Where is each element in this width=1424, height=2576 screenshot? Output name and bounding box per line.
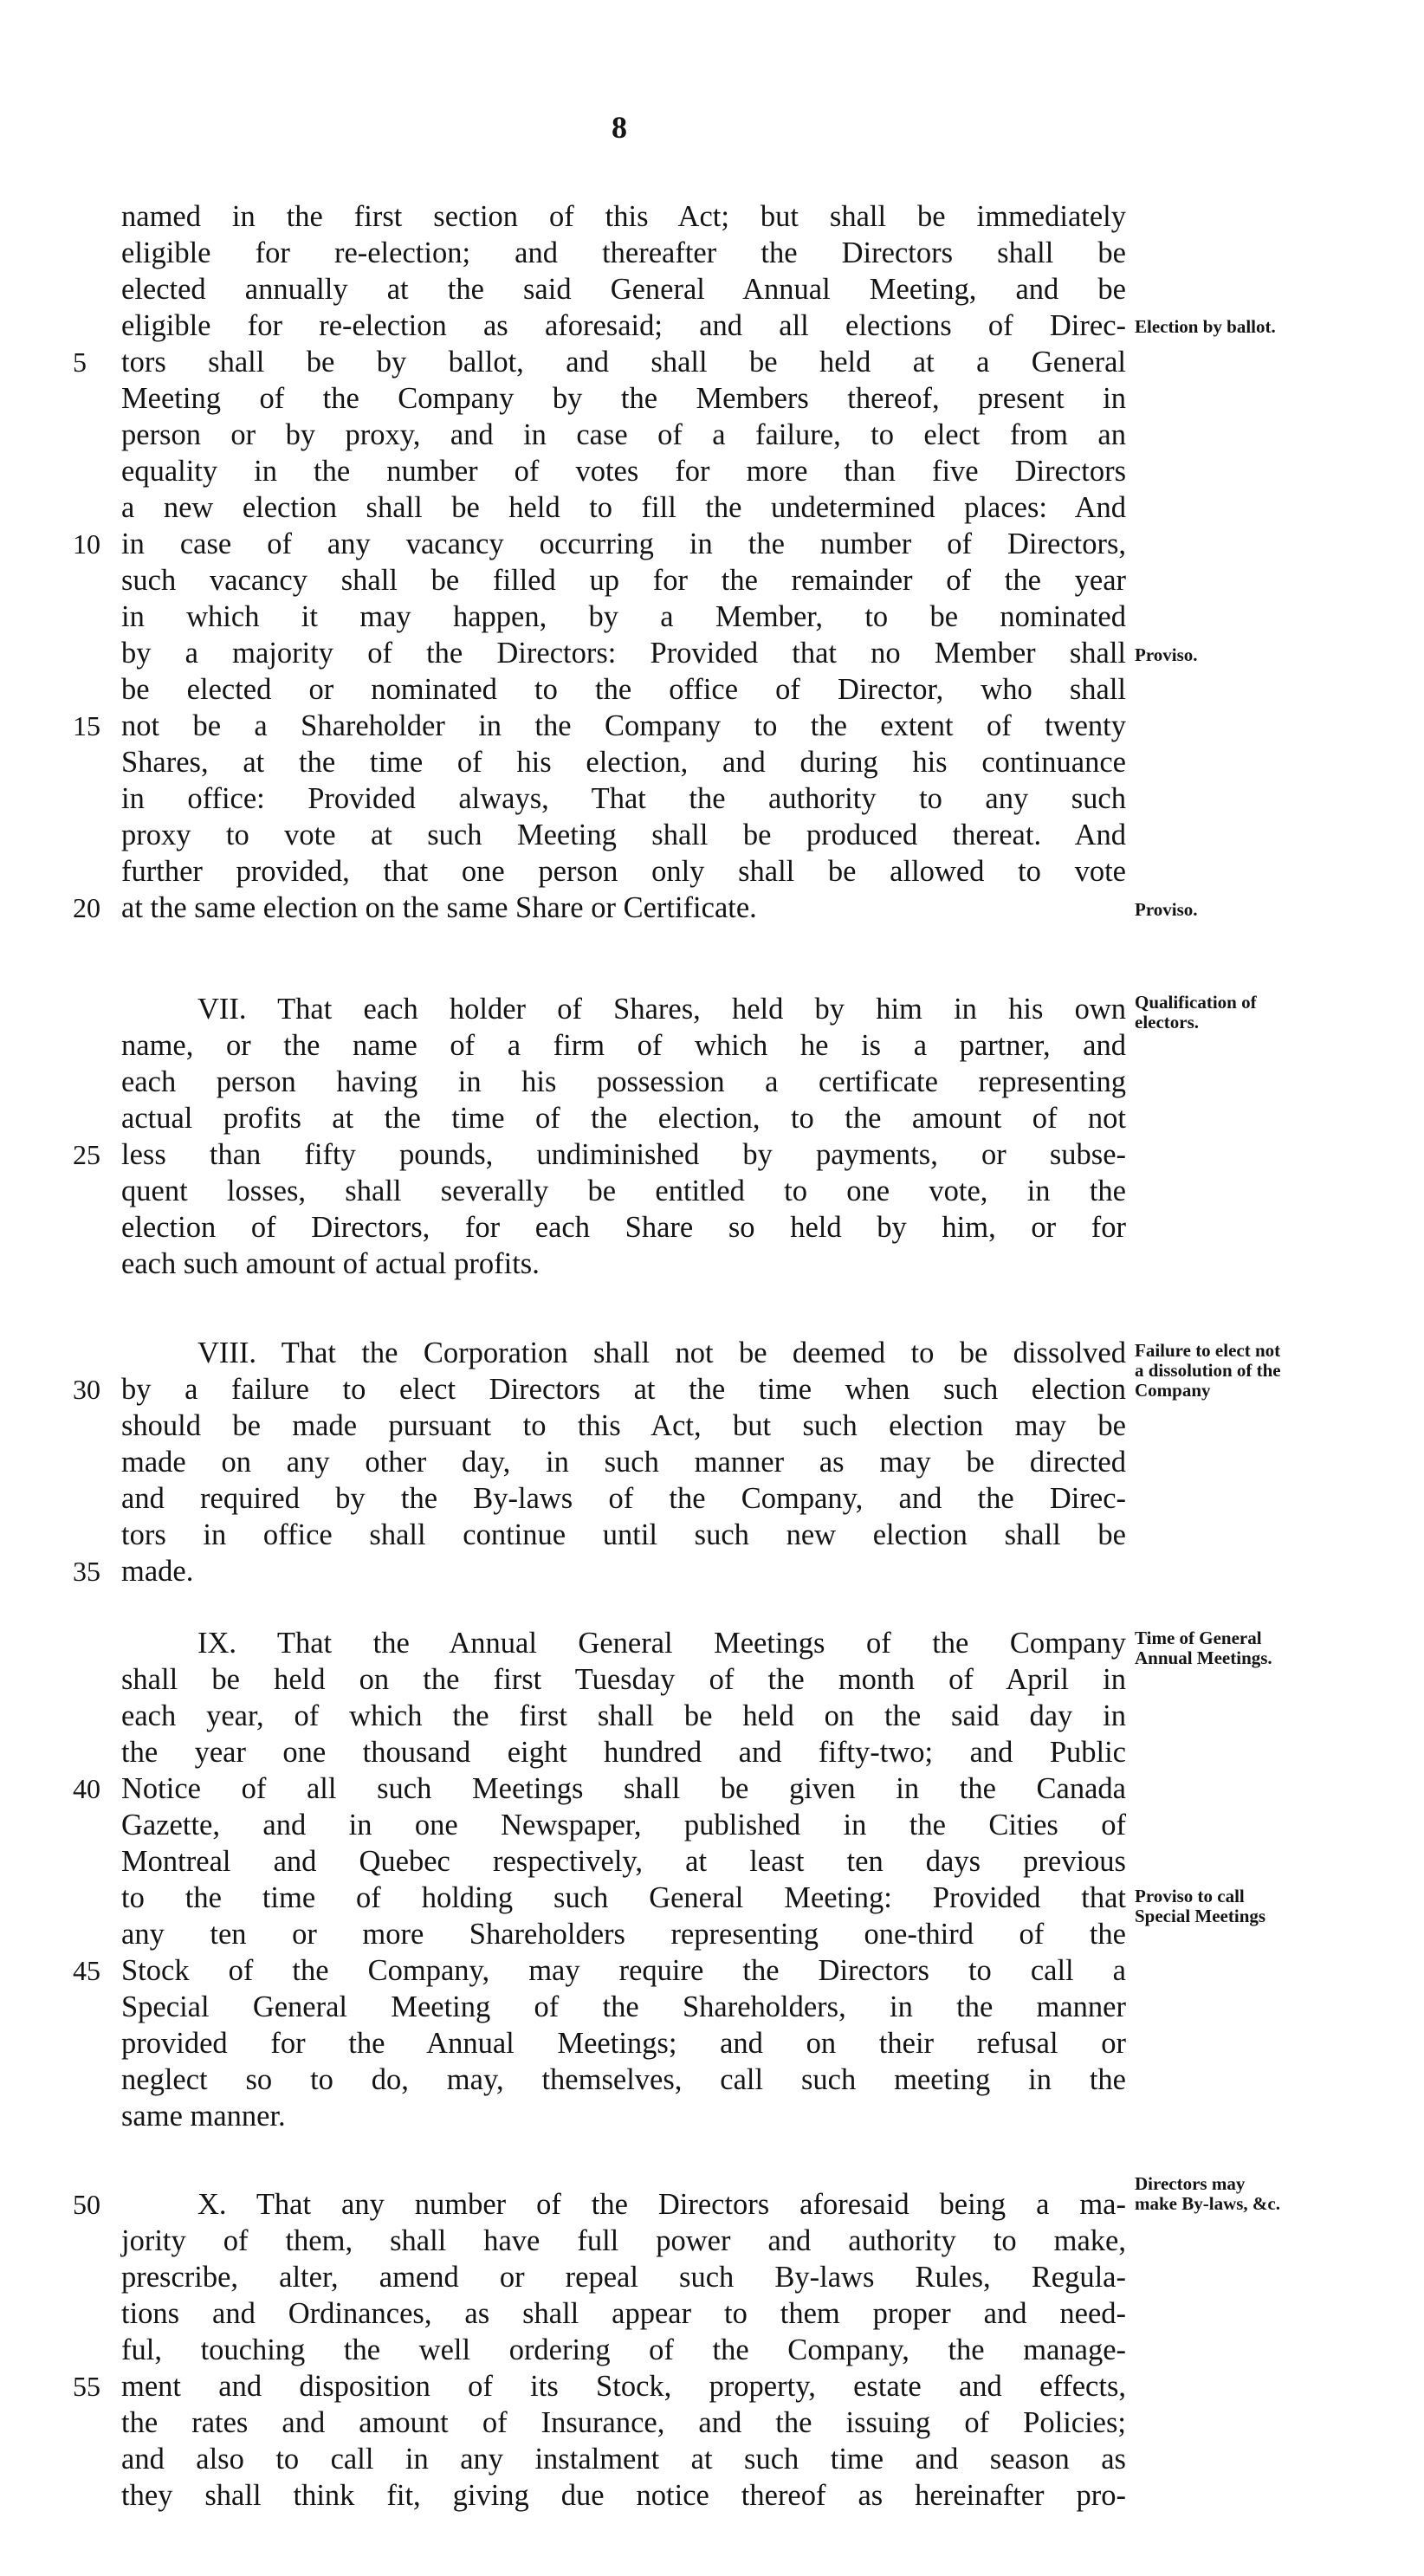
text-line: and required by the By-laws of the Company, and the Direc-	[121, 1482, 1126, 1515]
margin-note-proviso: Proviso.	[1135, 899, 1198, 920]
text-line: Gazette, and in one Newspaper, published in the Cities of	[121, 1809, 1126, 1841]
text-line: by a majority of the Directors: Provided that no Member shall	[121, 637, 1126, 670]
text-line: election of Directors, for each Share so held by him, or for	[121, 1211, 1126, 1244]
line-number: 5	[73, 346, 87, 378]
text-line: tions and Ordinances, as shall appear to them proper and need-	[121, 2297, 1126, 2330]
page-number: 8	[612, 110, 627, 145]
line-number: 45	[73, 1955, 100, 1986]
text-line: Special General Meeting of the Shareholders, in the manner	[121, 1990, 1126, 2023]
margin-note-time-of-meetings: Time of General Annual Meetings.	[1135, 1628, 1272, 1668]
text-line: elected annually at the said General Annual Meeting, and be	[121, 273, 1126, 306]
text-line: VII. That each holder of Shares, held by him in his own	[197, 993, 1126, 1026]
text-line: each person having in his possession a certificate representing	[121, 1065, 1126, 1098]
margin-note-proviso: Proviso.	[1135, 644, 1198, 665]
text-line: provided for the Annual Meetings; and on their refusal or	[121, 2027, 1126, 2060]
text-line: jority of them, shall have full power and authority to make,	[121, 2224, 1126, 2257]
text-line: name, or the name of a firm of which he is a partner, and	[121, 1029, 1126, 1062]
line-number: 15	[73, 710, 100, 741]
text-line: a new election shall be held to fill the undetermined places: And	[121, 491, 1126, 524]
text-line: to the time of holding such General Meeting: Provided that	[121, 1881, 1126, 1914]
text-line: not be a Shareholder in the Company to the extent of twenty	[121, 709, 1126, 742]
margin-note-election-by-ballot: Election by ballot.	[1135, 316, 1276, 337]
text-line: by a failure to elect Directors at the time when such election	[121, 1373, 1126, 1406]
text-line: each year, of which the first shall be held on the said day in	[121, 1699, 1126, 1732]
text-line: tors in office shall continue until such new election shall be	[121, 1518, 1126, 1551]
text-line: the rates and amount of Insurance, and the issuing of Policies;	[121, 2406, 1126, 2439]
line-number: 55	[73, 2371, 100, 2402]
text-line: quent losses, shall severally be entitled to one vote, in the	[121, 1175, 1126, 1207]
text-line: ment and disposition of its Stock, property, estate and effects,	[121, 2370, 1126, 2403]
text-line: should be made pursuant to this Act, but such election may be	[121, 1409, 1126, 1442]
text-line: named in the first section of this Act; but shall be immediately	[121, 200, 1126, 233]
text-line: eligible for re-election as aforesaid; and all elections of Direc-	[121, 309, 1126, 342]
text-line: X. That any number of the Directors aforesaid being a ma-	[197, 2188, 1126, 2221]
text-line: in office: Provided always, That the authority to any such	[121, 782, 1126, 815]
text-line: made on any other day, in such manner as may be directed	[121, 1446, 1126, 1479]
text-line: shall be held on the first Tuesday of the month of April in	[121, 1663, 1126, 1696]
text-line: Montreal and Quebec respectively, at least ten days previous	[121, 1845, 1126, 1878]
text-line: IX. That the Annual General Meetings of the Company	[197, 1627, 1126, 1660]
text-line: further provided, that one person only shall be allowed to vote	[121, 855, 1126, 888]
text-line: in case of any vacancy occurring in the number of Directors,	[121, 527, 1126, 560]
line-number: 35	[73, 1556, 100, 1587]
text-line: and also to call in any instalment at such time and season as	[121, 2443, 1126, 2476]
line-number: 10	[73, 528, 100, 560]
text-line: Stock of the Company, may require the Directors to call a	[121, 1954, 1126, 1987]
text-line: they shall think fit, giving due notice thereof as hereinafter pro-	[121, 2479, 1126, 2512]
text-line: less than fifty pounds, undiminished by payments, or subse-	[121, 1138, 1126, 1171]
text-line: tors shall be by ballot, and shall be held at a General	[121, 346, 1126, 379]
line-number: 50	[73, 2189, 100, 2220]
text-line: eligible for re-election; and thereafter the Directors shall be	[121, 236, 1126, 269]
text-line: person or by proxy, and in case of a failure, to elect from an	[121, 418, 1126, 451]
margin-note-directors-by-laws: Directors may make By-laws, &c.	[1135, 2173, 1280, 2214]
text-line: at the same election on the same Share or Certificate.	[121, 891, 757, 924]
text-line: in which it may happen, by a Member, to be nominated	[121, 600, 1126, 633]
margin-note-failure-to-elect: Failure to elect not a dissolution of the Company	[1135, 1340, 1281, 1401]
text-line: each such amount of actual profits.	[121, 1247, 540, 1280]
text-line: equality in the number of votes for more than five Directors	[121, 455, 1126, 488]
line-number: 40	[73, 1773, 100, 1804]
text-line: actual profits at the time of the election, to the amount of not	[121, 1102, 1126, 1135]
line-number: 25	[73, 1139, 100, 1170]
text-line: proxy to vote at such Meeting shall be produced thereat. And	[121, 819, 1126, 851]
text-line: same manner.	[121, 2100, 286, 2133]
line-number: 30	[73, 1374, 100, 1405]
margin-note-qualification-of-electors: Qualification of electors.	[1135, 992, 1257, 1032]
text-line: ful, touching the well ordering of the Company, the manage-	[121, 2333, 1126, 2366]
text-line: Meeting of the Company by the Members thereof, present in	[121, 382, 1126, 415]
text-line: any ten or more Shareholders representing one-third of the	[121, 1918, 1126, 1951]
text-line: Shares, at the time of his election, and during his continuance	[121, 746, 1126, 779]
text-line: be elected or nominated to the office of Director, who shall	[121, 673, 1126, 706]
text-line: prescribe, alter, amend or repeal such By-laws Rules, Regula-	[121, 2261, 1126, 2294]
margin-note-proviso-special-meetings: Proviso to call Special Meetings	[1135, 1886, 1266, 1926]
text-line: VIII. That the Corporation shall not be deemed to be dissolved	[197, 1337, 1126, 1369]
text-line: Notice of all such Meetings shall be given in the Canada	[121, 1772, 1126, 1805]
text-line: such vacancy shall be filled up for the remainder of the year	[121, 564, 1126, 597]
text-line: neglect so to do, may, themselves, call such meeting in the	[121, 2063, 1126, 2096]
text-line: made.	[121, 1555, 194, 1588]
text-line: the year one thousand eight hundred and fifty-two; and Public	[121, 1736, 1126, 1769]
line-number: 20	[73, 892, 100, 923]
